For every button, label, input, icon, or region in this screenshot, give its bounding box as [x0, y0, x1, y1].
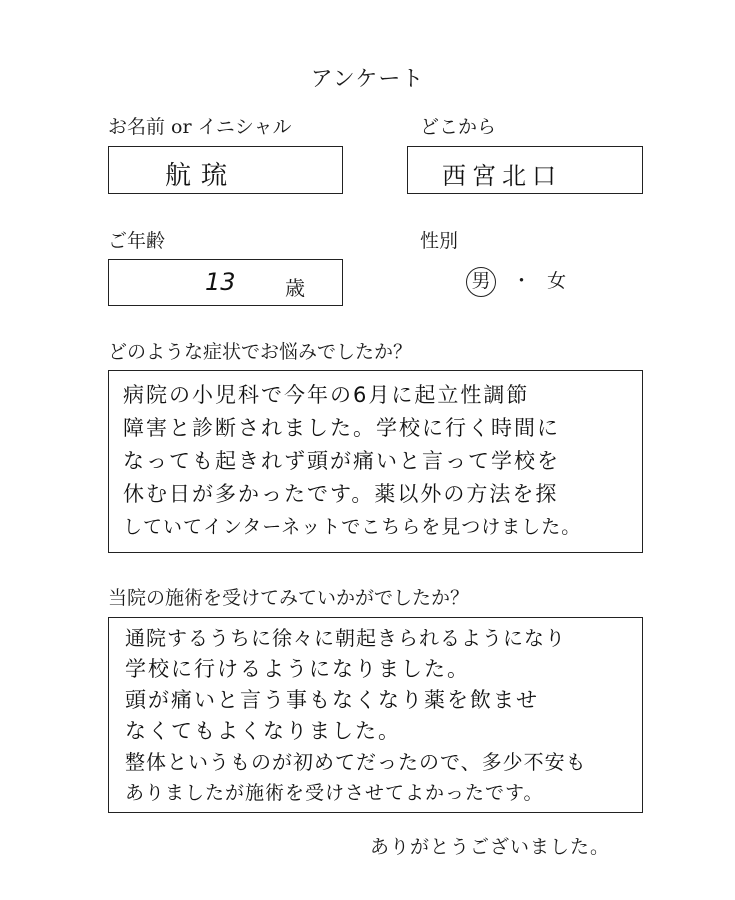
age-label: ご年齢 [108, 230, 166, 252]
question-2-label: 当院の施術を受けてみていかがでしたか？ [108, 587, 470, 609]
answer-1-line: 休む日が多かったです。薬以外の方法を探 [123, 482, 559, 506]
answer-1-line: なっても起きれず頭が痛いと言って学校を [123, 449, 560, 473]
answer-2-line: 頭が痛いと言う事もなくなり薬を飲ませ [125, 688, 539, 712]
gender-female: 女 [547, 270, 567, 292]
age-unit: 歳 [285, 276, 305, 300]
question-1-label: どのような症状でお悩みでしたか？ [108, 341, 413, 363]
gender-options [466, 266, 566, 297]
answer-1-line: 病院の小児科で今年の6月に起立性調節 [123, 383, 530, 407]
name-value: 航琉 [165, 161, 238, 191]
closing-message: ありがとうございました。 [370, 836, 611, 858]
name-field [108, 146, 343, 194]
answer-2-line: ありましたが施術を受けさせてよかったです。 [125, 782, 544, 804]
answer-1-line: していてインターネットでこちらを見つけました。 [123, 516, 582, 538]
question-2-answer [125, 623, 587, 809]
location-label: どこから [420, 116, 497, 138]
name-label: お名前 or イニシャル [108, 116, 292, 138]
question-1-answer [123, 379, 581, 544]
age-field [108, 259, 343, 306]
answer-2-line: なくてもよくなりました。 [125, 719, 401, 743]
question-1-answer-box [108, 370, 643, 553]
answer-2-line: 整体というものが初めてだったので、多少不安も [125, 750, 587, 774]
gender-separator: ・ [512, 270, 532, 292]
form-title: アンケート [310, 67, 425, 92]
answer-2-line: 学校に行けるようになりました。 [125, 657, 470, 681]
question-2-answer-box [108, 617, 643, 813]
gender-label: 性別 [420, 230, 459, 252]
location-value: 西宮北口 [442, 162, 562, 190]
location-field [407, 146, 643, 194]
answer-2-line: 通院するうちに徐々に朝起きられるようになり [125, 626, 566, 650]
age-value: 13 [205, 268, 236, 296]
gender-male-selected: 男 [466, 267, 496, 297]
answer-1-line: 障害と診断されました。学校に行く時間に [123, 416, 560, 440]
